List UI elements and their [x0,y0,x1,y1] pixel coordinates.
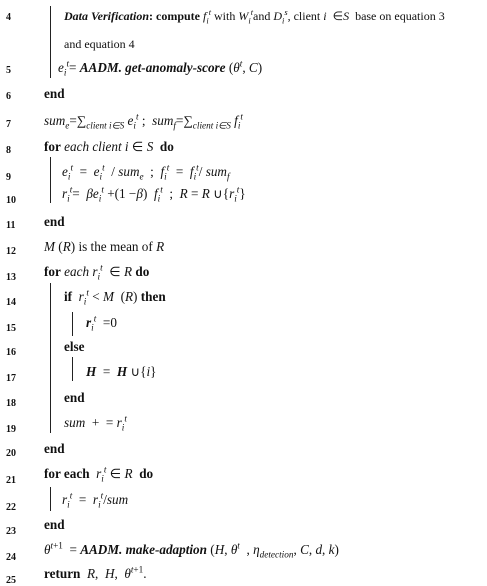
line-number: 10 [6,195,16,206]
algorithm-line-14: if $r_i^t < M$ (R) then [64,287,166,307]
line-number: 13 [6,272,16,283]
line-number: 9 [6,172,11,183]
algorithm-line-9: $e_i^t = e_i^t / sum_e$ ; $f_i^t = f_i^t/$ sum$_f$ [62,162,230,182]
block-bar-if [72,312,73,336]
algorithm-line-10: $r_i^t= \beta e_i^t +(1 -\beta)$ $f_i^t$ ; R = R $\cup\{r_i^t\}$ [62,184,246,204]
line-number: 4 [6,12,11,23]
block-bar-loop1 [50,157,51,203]
algorithm-line-11: end [44,214,65,229]
block-bar-loop2 [50,283,51,433]
algorithm-line-4: Data Verification: compute $f_i^t$ with $W_i^tand$ $D_i^s$, client i ∈S base on equation 3 [64,8,445,26]
line-number: 21 [6,475,16,486]
algorithm-line-15: $r_i^t =0$ [86,313,117,333]
algorithm-line-12: M (R) is the mean of R [44,239,165,254]
line-number: 16 [6,347,16,358]
algorithm-line-21: for each $r_i^t$ ∈ R do [44,464,154,484]
line-number: 14 [6,297,16,308]
algorithm-line-17: H = H ∪{i} [86,364,157,379]
algorithm-line-25: return R, H, $\theta^{t+1}$. [44,564,147,581]
algorithm-line-19: sum + = $r_i^t$ [64,413,127,433]
line-number: 17 [6,373,16,384]
line-number: 7 [6,119,11,130]
line-number: 25 [6,575,16,586]
block-bar-outer [50,6,51,78]
line-number: 11 [6,220,16,231]
algorithm-line-20: end [44,441,65,456]
algorithm-line-16: else [64,339,85,354]
algorithm-line-4-cont: and equation 4 [64,37,135,51]
algorithm-line-13: for each $r_i^t$ ∈ R do [44,262,150,282]
algorithm-line-5: $e_i^t=$ AADM. get-anomaly-score ($\theta^t$, C) [58,58,263,78]
line-number: 19 [6,424,16,435]
algorithm-line-23: end [44,517,65,532]
line-number: 8 [6,145,11,156]
line-number: 5 [6,65,11,76]
line-number: 23 [6,526,16,537]
line-number: 20 [6,448,16,459]
algorithm-line-7: $sum_e=\sum_{client i\in S}$ $e_i^t$ ; $sum_f=\sum_{client i\in S}$ $f_i^t$ [44,111,243,131]
algorithm-line-6: end [44,86,65,101]
line-number: 18 [6,398,16,409]
block-bar-loop3 [50,487,51,511]
line-number: 6 [6,91,11,102]
algorithm-line-24: $\theta^{t+1}$ = AADM. make-adaption (H, $\theta^t$ , $\eta_{detection}$, C, d, k) [44,540,339,560]
algorithm-line-8: for each client i ∈ S do [44,139,174,154]
algorithm-line-22: $r_i^t = r_i^t/sum$ [62,490,129,510]
line-number: 12 [6,246,16,257]
algorithm-line-18: end [64,390,85,405]
line-number: 15 [6,323,16,334]
line-number: 24 [6,552,16,563]
block-bar-else [72,357,73,381]
line-number: 22 [6,502,16,513]
